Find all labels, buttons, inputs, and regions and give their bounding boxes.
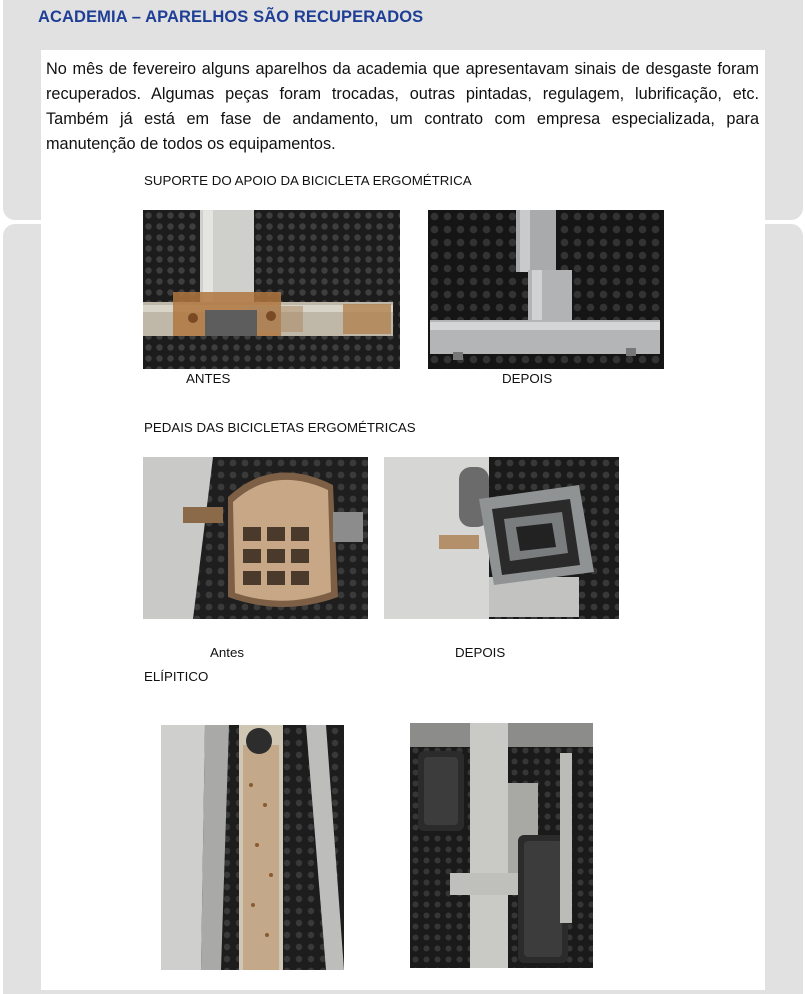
section-heading-bike-support: SUPORTE DO APOIO DA BICICLETA ERGOMÉTRICA	[144, 173, 472, 188]
section-heading-bike-pedals: PEDAIS DAS BICICLETAS ERGOMÉTRICAS	[144, 420, 416, 435]
article-card	[41, 50, 765, 990]
caption-pedals-after: DEPOIS	[455, 645, 506, 660]
photo-bike-support-before	[143, 210, 400, 369]
photo-pedals-before	[143, 457, 368, 619]
photo-bike-support-after	[428, 210, 664, 369]
photo-elliptical-after	[410, 723, 593, 968]
photo-elliptical-before	[161, 725, 344, 970]
article-title: ACADEMIA – APARELHOS SÃO RECUPERADOS	[38, 8, 424, 26]
caption-bike-support-before: ANTES	[186, 371, 231, 386]
photo-pedals-after	[384, 457, 619, 619]
caption-bike-support-after: DEPOIS	[502, 371, 553, 386]
section-heading-elliptical: ELÍPITICO	[144, 669, 209, 684]
article-intro: No mês de fevereiro alguns aparelhos da academia que apresentavam sinais de desgaste foram recuperados. Algumas peças foram trocadas, outras pintadas, regulagem, lubrificação, etc. Também já está em fase de andamento, um contrato com empresa especializada, para manutenção de todos os equipamentos.	[46, 60, 759, 153]
caption-pedals-before: Antes	[210, 645, 245, 660]
